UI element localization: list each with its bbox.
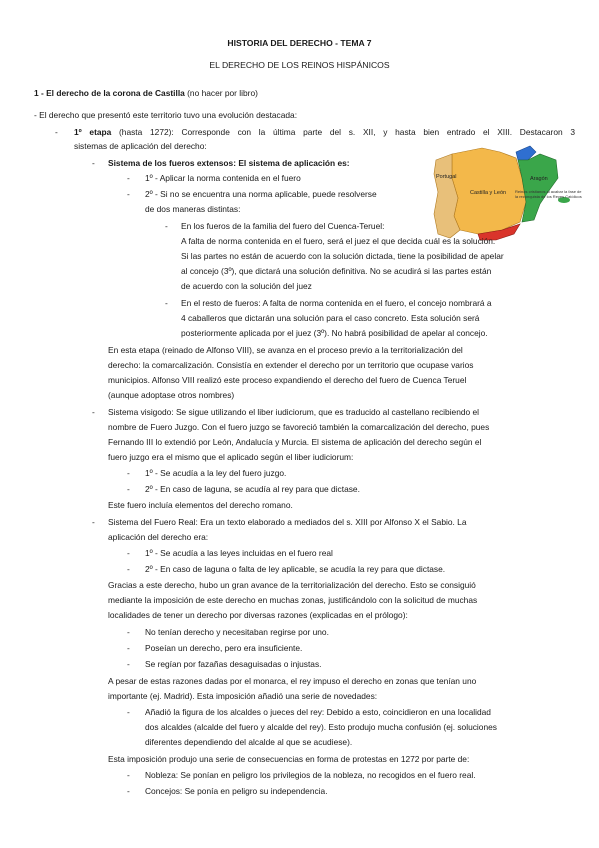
bullet-dash: -	[127, 627, 130, 637]
paragraph-line: Se regían por fazañas desaguisadas o injustas.	[145, 659, 322, 669]
paragraph-line: No tenían derecho y necesitaban regirse por uno.	[145, 627, 329, 637]
bullet-dash: -	[127, 468, 130, 478]
bullet-dash: -	[127, 659, 130, 669]
paragraph-line: Sistema del Fuero Real: Era un texto elaborado a mediados del s. XIII por Alfonso X el Sabio. La	[108, 517, 467, 527]
bullet-dash: -	[55, 127, 58, 137]
paragraph-line: importante (ej. Madrid). Esta imposición añadió una serie de novedades:	[108, 691, 378, 701]
stage-text: (hasta 1272): Corresponde con la última parte del s. XII, y hasta bien entrado el XIII. Destacaron 3	[111, 127, 575, 137]
bullet-dash: -	[127, 643, 130, 653]
paragraph-line: 1º - Aplicar la norma contenida en el fuero	[145, 173, 301, 183]
paragraph-line: fuero juzgo era el mismo que el aplicado según el liber iudiciorum:	[108, 452, 354, 462]
bullet-dash: -	[92, 517, 95, 527]
subheading-line	[108, 158, 350, 169]
paragraph-line: sistemas de aplicación del derecho:	[74, 141, 207, 151]
paragraph-line: localidades de tener un derecho por diversas razones (explicadas en el prólogo):	[108, 610, 408, 620]
paragraph-line: - El derecho que presentó este territorio tuvo una evolución destacada:	[34, 110, 298, 120]
document-title: HISTORIA DEL DERECHO - TEMA 7	[227, 38, 372, 48]
paragraph-line: derecho: la comarcalización. Consistía en extender el derecho por un territorio que ocupase varios	[108, 360, 474, 370]
paragraph-line: Gracias a este derecho, hubo un gran avance de la territorialización del derecho. Esto se consiguió	[108, 580, 476, 590]
paragraph-line: de acuerdo con la solución del juez	[181, 281, 312, 291]
paragraph-line: (aunque adoptase otros nombres)	[108, 390, 235, 400]
map-label-portugal: Portugal	[436, 174, 457, 180]
bullet-dash: -	[92, 407, 95, 417]
paragraph-line: posteriormente aplicada por el juez (3º). No habrá posibilidad de apelar al concejo.	[181, 328, 488, 338]
paragraph-line: Añadió la figura de los alcaldes o jueces del rey: Debido a esto, coincidieron en una localidad	[145, 707, 491, 717]
paragraph-line: 2º - En caso de laguna, se acudía al rey para que dictase.	[145, 484, 360, 494]
paragraph-line: Si las partes no están de acuerdo con la solución dictada, tiene la posibilidad de apelar	[181, 251, 504, 261]
map-label-aragon: Aragón	[530, 176, 548, 182]
paragraph-line: Esta imposición produjo una serie de consecuencias en forma de protestas en 1272 por parte de:	[108, 754, 470, 764]
paragraph-line: 2º - En caso de laguna o falta de ley aplicable, se acudía la rey para que dictase.	[145, 564, 446, 574]
paragraph-line: al concejo (3º), que dictará una solución definitiva. No se acudirá si las partes están	[181, 266, 492, 276]
map-caption: Reinos cristianos al acabar la fase de la reconquista de los Reyes Católicos	[515, 189, 582, 199]
paragraph-line: 1º - Se acudía a la ley del fuero juzgo.	[145, 468, 287, 478]
paragraph-line: En el resto de fueros: A falta de norma contenida en el fuero, el concejo nombrará a	[181, 298, 492, 308]
paragraph-line: de dos maneras distintas:	[145, 204, 241, 214]
paragraph-line: A pesar de estas razones dadas por el monarca, el rey impuso el derecho en zonas que tenían uno	[108, 676, 477, 686]
paragraph-line: Sistema visigodo: Se sigue utilizando el liber iudiciorum, que es traducido al castellano recibiendo el	[108, 407, 480, 417]
section-heading-note: (no hacer por libro)	[184, 88, 258, 98]
paragraph-line: 2º - Si no se encuentra una norma aplicable, puede resolverse	[145, 189, 377, 199]
map-region-aragon	[518, 154, 558, 222]
bullet-dash: -	[165, 221, 168, 231]
paragraph-line: Poseían un derecho, pero era insuficiente.	[145, 643, 303, 653]
bullet-dash: -	[127, 173, 130, 183]
paragraph-line: nombre de Fuero Juzgo. Con el fuero juzgo se favoreció también la comarcalización del derecho, pues	[108, 422, 490, 432]
bullet-dash: -	[127, 707, 130, 717]
paragraph-line: A falta de norma contenida en el fuero, será el juez el que decida cuál es la solución.	[181, 236, 496, 246]
bullet-dash: -	[127, 484, 130, 494]
bullet-dash: -	[92, 158, 95, 168]
paragraph-line: En los fueros de la familia del fuero del Cuenca-Teruel:	[181, 221, 385, 231]
paragraph-line: diferentes dependiendo del alcalde al que se acudiese).	[145, 737, 353, 747]
paragraph-line: Concejos: Se ponía en peligro su independencia.	[145, 786, 328, 796]
paragraph-line: 4 caballeros que dictarán una solución para el caso concreto. Esta solución será	[181, 313, 480, 323]
bullet-dash: -	[127, 786, 130, 796]
section-heading	[34, 88, 258, 99]
paragraph-line: Nobleza: Se ponían en peligro los privilegios de la nobleza, no recogidos en el fuero real.	[145, 770, 476, 780]
paragraph-line: En esta etapa (reinado de Alfonso VIII), se avanza en el proceso previo a la territorialización del	[108, 345, 463, 355]
paragraph-line	[74, 127, 575, 138]
bullet-dash: -	[127, 548, 130, 558]
bullet-dash: -	[127, 189, 130, 199]
paragraph-line: Este fuero incluía elementos del derecho romano.	[108, 500, 293, 510]
bullet-dash: -	[165, 298, 168, 308]
map-label-castilla: Castilla y León	[470, 190, 507, 196]
paragraph-line: dos alcaldes (alcalde del fuero y alcalde del rey). Esto produjo mucha confusión (ej. soluciones	[145, 722, 497, 732]
paragraph-line: 1º - Se acudía a las leyes incluidas en el fuero real	[145, 548, 333, 558]
stage-label: 1º etapa	[74, 127, 112, 137]
bullet-dash: -	[127, 770, 130, 780]
section-heading-text: 1 - El derecho de la corona de Castilla	[34, 88, 185, 98]
paragraph-line: municipios. Alfonso VIII realizó este proceso expandiendo el derecho del fuero de Cuenca Teruel	[108, 375, 467, 385]
paragraph-line: Fernando III lo extendió por León, Andalucía y Murcia. El sistema de aplicación del derecho según el	[108, 437, 482, 447]
document-subtitle: EL DERECHO DE LOS REINOS HISPÁNICOS	[209, 60, 390, 70]
subheading-text: Sistema de los fueros extensos: El sistema de aplicación es:	[108, 158, 350, 168]
bullet-dash: -	[127, 564, 130, 574]
paragraph-line: aplicación del derecho era:	[108, 532, 209, 542]
paragraph-line: mediante la imposición de este derecho en muchas zonas, justificándolo con la solicitud de muchas	[108, 595, 478, 605]
